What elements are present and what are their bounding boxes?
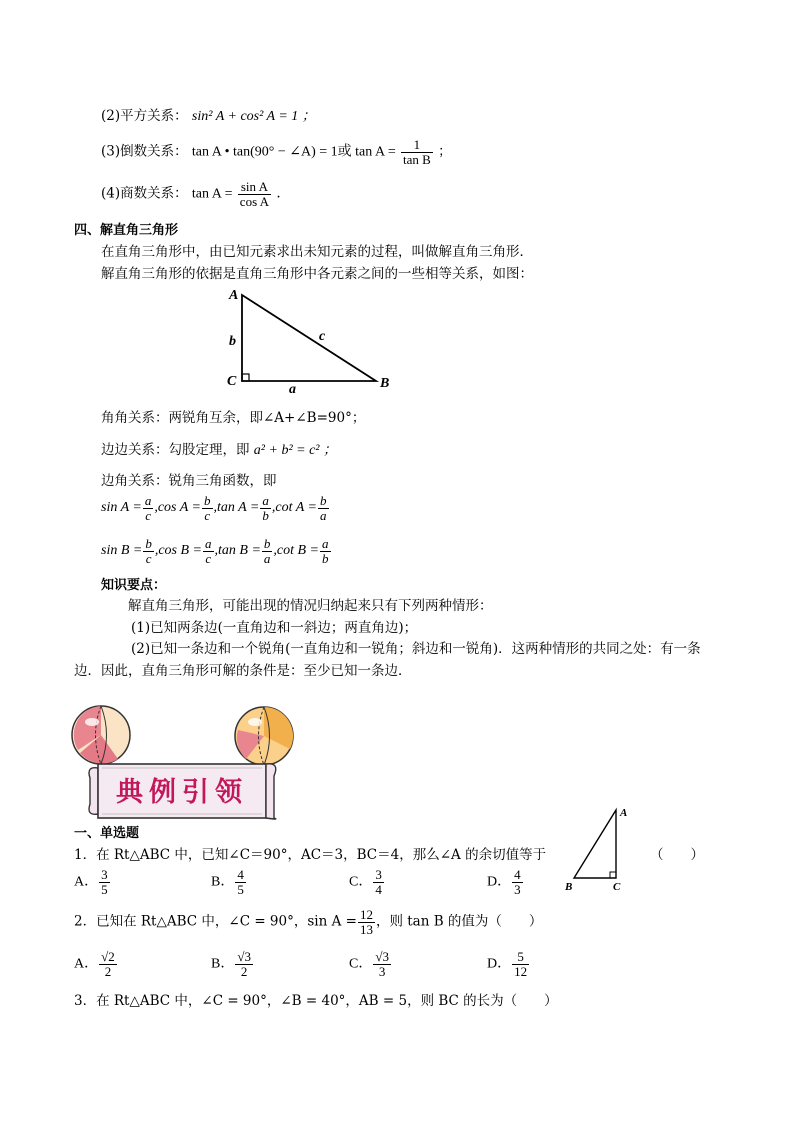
quotient-fraction (238, 180, 271, 208)
side-a-label: a (289, 382, 296, 395)
question-2-option-d[interactable]: D． $\frac{5}{12}$ (487, 949, 528, 979)
question-1-option-a[interactable]: A． $\frac{3}{5}$ (74, 867, 108, 897)
question-1-option-d[interactable]: D． $\frac{4}{3}$ (487, 867, 521, 897)
banner-title: 典例引领 (116, 777, 248, 808)
right-beach-ball-icon (235, 707, 293, 765)
quotient-denominator: cos A (239, 193, 270, 209)
trig-a-tan: ,tan A = $\frac{a}{b}$ (213, 493, 269, 523)
question-1-option-c[interactable]: C． $\frac{3}{4}$ (349, 867, 382, 897)
question-2-text (74, 908, 542, 936)
trig-b-tan: ,tan B = $\frac{b}{a}$ (214, 536, 271, 566)
quotient-end: . (276, 185, 281, 202)
side-c-label: c (319, 329, 326, 344)
question-1-vertex-c: C (613, 881, 621, 893)
right-angle-mark (242, 374, 249, 381)
vertex-c-label: C (227, 374, 237, 389)
reciprocal-relation (101, 138, 452, 166)
reciprocal-numerator: 1 (413, 137, 421, 152)
side-angle-relation: 边角关系：锐角三角函数，即 (101, 473, 277, 489)
left-beach-ball-icon (72, 706, 130, 764)
question-1-figure (562, 802, 638, 894)
trig-b-sin: sin B = $\frac{b}{c}$ (101, 536, 152, 566)
question-2-text-a: 2．已知在 Rt△ABC 中，∠C = 90°，sin A = (74, 913, 357, 930)
question-1-right-angle-mark (610, 872, 616, 878)
trig-row-a (101, 494, 330, 522)
section-paragraph-1: 在直角三角形中，由已知元素求出未知元素的过程，叫做解直角三角形． (101, 244, 533, 260)
question-2-denominator: 13 (359, 921, 373, 937)
reciprocal-formula: tan A • tan(90° − ∠A) = 1或 tan A = (191, 144, 396, 160)
question-1-vertex-a: A (620, 807, 628, 819)
scroll-banner (89, 764, 276, 819)
side-relation-label: 边边关系：勾股定理，即 (101, 442, 250, 458)
trig-b-cot: ,cot B = $\frac{a}{b}$ (273, 536, 329, 566)
square-relation-label: (2)平方关系： (101, 108, 188, 124)
reciprocal-denominator: tan B (403, 151, 431, 167)
trig-a-cot: ,cot A = $\frac{b}{a}$ (271, 493, 327, 523)
example-banner (68, 700, 308, 822)
exercise-section-title: 一、单选题 (74, 826, 140, 841)
reciprocal-end: ； (438, 143, 452, 160)
question-2-option-a[interactable]: A． $\frac{√2}{2}$ (74, 949, 115, 979)
key-points-paragraph-3: (2)已知一条边和一个锐角(一直角边和一锐角；斜边和一锐角)．这两种情形的共同之处：有一条 (131, 641, 701, 657)
square-relation (101, 108, 316, 126)
quotient-relation-label: (4)商数关系： (101, 185, 188, 202)
trig-a-cos: ,cos A = $\frac{b}{c}$ (154, 493, 211, 523)
side-relation (101, 442, 337, 460)
question-2-option-c[interactable]: C． $\frac{√3}{3}$ (349, 949, 389, 979)
square-relation-formula: sin² A + cos² A = 1 ； (191, 109, 316, 124)
reciprocal-fraction (401, 138, 433, 166)
trig-b-cos: ,cos B = $\frac{a}{c}$ (154, 536, 212, 566)
side-b-label: b (229, 334, 236, 349)
quotient-relation (101, 180, 281, 208)
question-2-numerator: 12 (359, 907, 373, 922)
section-paragraph-2: 解直角三角形的依据是直角三角形中各元素之间的一些相等关系，如图： (101, 266, 533, 282)
question-3-text: 3．在 Rt△ABC 中，∠C = 90°，∠B = 40°，AB = 5，则 BC 的长为（ ） (74, 993, 558, 1009)
key-points-paragraph-4: 边．因此，直角三角形可解的条件是：至少已知一条边． (74, 663, 412, 679)
vertex-b-label: B (380, 376, 390, 391)
section-title: 四、解直角三角形 (74, 223, 179, 238)
question-1-option-b[interactable]: B． $\frac{4}{5}$ (211, 867, 244, 897)
reciprocal-relation-label: (3)倒数关系： (101, 143, 188, 160)
question-1-bracket: （ ） (650, 847, 704, 863)
question-1-vertex-b: B (565, 881, 573, 893)
question-1-text: 1．在 Rt△ABC 中，已知∠C＝90°，AC＝3，BC＝4，那么∠A 的余切值等于 (74, 847, 547, 863)
triangle-outline (242, 295, 376, 381)
trig-a-sin: sin A = $\frac{a}{c}$ (101, 493, 152, 523)
question-1-triangle (574, 810, 616, 878)
key-points-paragraph-2: (1)已知两条边(一直角边和一斜边；两直角边)； (131, 620, 418, 636)
vertex-a-label: A (229, 288, 239, 303)
side-relation-formula: a² + b² = c² ； (253, 443, 337, 458)
quotient-numerator: sin A (240, 179, 268, 194)
question-2-option-b[interactable]: B． $\frac{√3}{2}$ (211, 949, 251, 979)
right-triangle-figure (220, 283, 400, 395)
question-2-text-b: ，则 tan B 的值为（ ） (375, 913, 543, 930)
angle-relation: 角角关系：两锐角互余，即∠A+∠B=90°； (101, 410, 366, 426)
key-points-paragraph-1: 解直角三角形，可能出现的情况归纳起来只有下列两种情形： (128, 598, 493, 614)
quotient-lhs: tan A = (191, 186, 233, 202)
trig-row-b (101, 537, 332, 565)
key-points-title: 知识要点： (101, 578, 167, 593)
